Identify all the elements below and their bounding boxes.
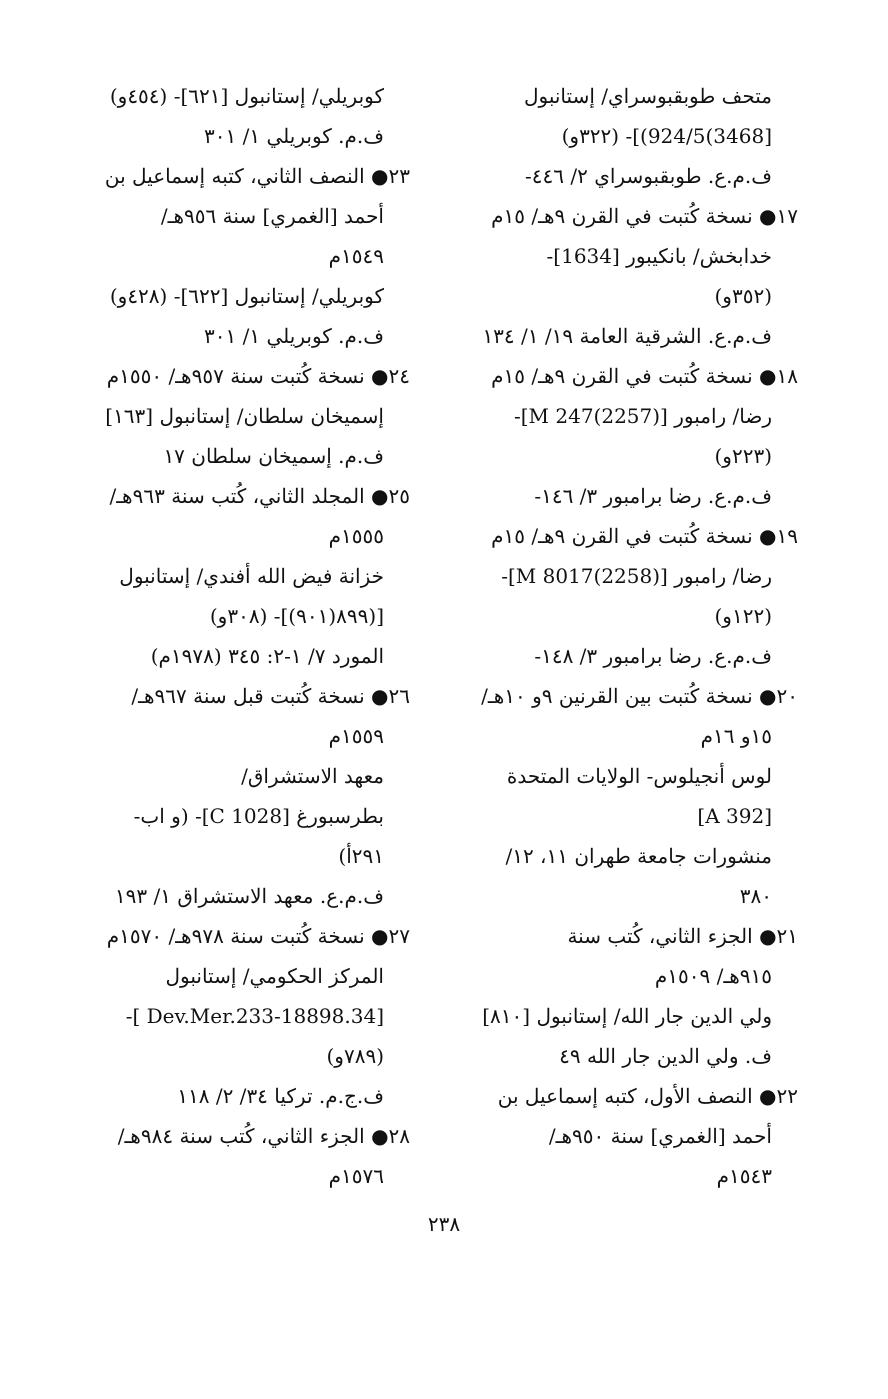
- text-line: ولي الدين جار الله/ إستانبول [٨١٠]: [482, 1004, 772, 1028]
- text-line: أحمد [الغمري] سنة ٩٥٠هـ/: [548, 1124, 772, 1148]
- text-line: ١٨● نسخة كُتبت في القرن ٩هـ/ ١٥م: [491, 364, 798, 388]
- text-line: أحمد [الغمري] سنة ٩٥٦هـ/: [160, 204, 384, 228]
- text-line: ف.ج.م. تركيا ٣٤/ ٢/ ١١٨: [177, 1084, 384, 1108]
- text-line: ٢٩١أ): [338, 844, 384, 868]
- text-line: (١٢٢و): [714, 604, 772, 628]
- text-line: ف.م. كوبريلي ١/ ٣٠١: [204, 124, 384, 148]
- text-line: ١٥٤٩م: [328, 244, 384, 268]
- text-line: معهد الاستشراق/: [241, 764, 384, 788]
- text-line: خدابخش/ بانكيبور [1634]-: [546, 244, 772, 268]
- text-line: ١٥٥٩م: [328, 724, 384, 748]
- text-line: ٢٤● نسخة كُتبت سنة ٩٥٧هـ/ ١٥٥٠م: [106, 364, 410, 388]
- text-line: [(٨٩٩(٩٠١)]- (٣٠٨و): [209, 604, 384, 628]
- text-line: [A 392]: [697, 804, 772, 828]
- text-line: كوبريلي/ إستانبول [٦٢١]- (٤٥٤و): [109, 84, 384, 108]
- text-line: ٢٠● نسخة كُتبت بين القرنين ٩و ١٠هـ/: [481, 684, 798, 708]
- text-line: ٢٣● النصف الثاني، كتبه إسماعيل بن: [104, 164, 410, 188]
- text-line: إسميخان سلطان/ إستانبول [١٦٣]: [105, 404, 384, 428]
- text-line: ٢٢● النصف الأول، كتبه إسماعيل بن: [497, 1084, 798, 1108]
- text-line: لوس أنجيلوس- الولايات المتحدة: [506, 764, 772, 788]
- text-line: (٧٨٩و): [326, 1044, 384, 1068]
- text-line: ٣٨٠: [739, 884, 772, 908]
- text-line: ف.م. إسميخان سلطان ١٧: [163, 444, 384, 468]
- text-line: كوبريلي/ إستانبول [٦٢٢]- (٤٢٨و): [109, 284, 384, 308]
- text-line: بطرسبورغ [C 1028]- (و اب-: [133, 804, 384, 828]
- text-line: ٢١● الجزء الثاني، كُتب سنة: [567, 924, 798, 948]
- text-line: ٩١٥هـ/ ١٥٠٩م: [654, 964, 772, 988]
- text-line: [3468)924/5)]- (٣٢٢و): [561, 124, 772, 148]
- text-line: خزانة فيض الله أفندي/ إستانبول: [119, 564, 384, 588]
- text-line: ف.م.ع. معهد الاستشراق ١/ ١٩٣: [114, 884, 384, 908]
- text-line: ف.م.ع. الشرقية العامة ١٩/ ١/ ١٣٤: [482, 324, 772, 348]
- right-column: [448, 76, 798, 1196]
- text-line: ١٩● نسخة كُتبت في القرن ٩هـ/ ١٥م: [491, 524, 798, 548]
- text-line: المركز الحكومي/ إستانبول: [165, 964, 384, 988]
- text-line: ف. ولي الدين جار الله ٤٩: [559, 1044, 772, 1068]
- text-line: ١٧● نسخة كُتبت في القرن ٩هـ/ ١٥م: [491, 204, 798, 228]
- text-line: ٢٦● نسخة كُتبت قبل سنة ٩٦٧هـ/: [131, 684, 410, 708]
- text-line: المورد ٧/ ١-٢: ٣٤٥ (١٩٧٨م): [150, 644, 384, 668]
- text-line: رضا/ رامبور [M 8017(2258)]-: [501, 564, 772, 588]
- text-line: ٢٧● نسخة كُتبت سنة ٩٧٨هـ/ ١٥٧٠م: [106, 924, 410, 948]
- text-line: ١٥٤٣م: [716, 1164, 772, 1188]
- text-line: ف.م.ع. طوبقبوسراي ٢/ ٤٤٦-: [525, 164, 772, 188]
- text-line: رضا/ رامبور [M 247(2257)]-: [513, 404, 772, 428]
- text-line: [34.Dev.Mer.233-18898 ]-: [125, 1004, 384, 1028]
- text-line: منشورات جامعة طهران ١١، ١٢/: [505, 844, 772, 868]
- text-line: متحف طوبقبوسراي/ إستانبول: [523, 84, 772, 108]
- left-column: [60, 76, 410, 1196]
- text-line: (٢٢٣و): [714, 444, 772, 468]
- text-line: ٢٨● الجزء الثاني، كُتب سنة ٩٨٤هـ/: [117, 1124, 410, 1148]
- text-line: ف.م.ع. رضا برامبور ٣/ ١٤٦-: [534, 484, 772, 508]
- text-line: ١٥و ١٦م: [700, 724, 772, 748]
- text-line: (٣٥٢و): [714, 284, 772, 308]
- text-line: ١٥٥٥م: [328, 524, 384, 548]
- text-line: ف.م. كوبريلي ١/ ٣٠١: [204, 324, 384, 348]
- text-line: ف.م.ع. رضا برامبور ٣/ ١٤٨-: [534, 644, 772, 668]
- text-line: ١٥٧٦م: [328, 1164, 384, 1188]
- page-number: ٢٣٨: [427, 1212, 461, 1236]
- text-line: ٢٥● المجلد الثاني، كُتب سنة ٩٦٣هـ/: [109, 484, 410, 508]
